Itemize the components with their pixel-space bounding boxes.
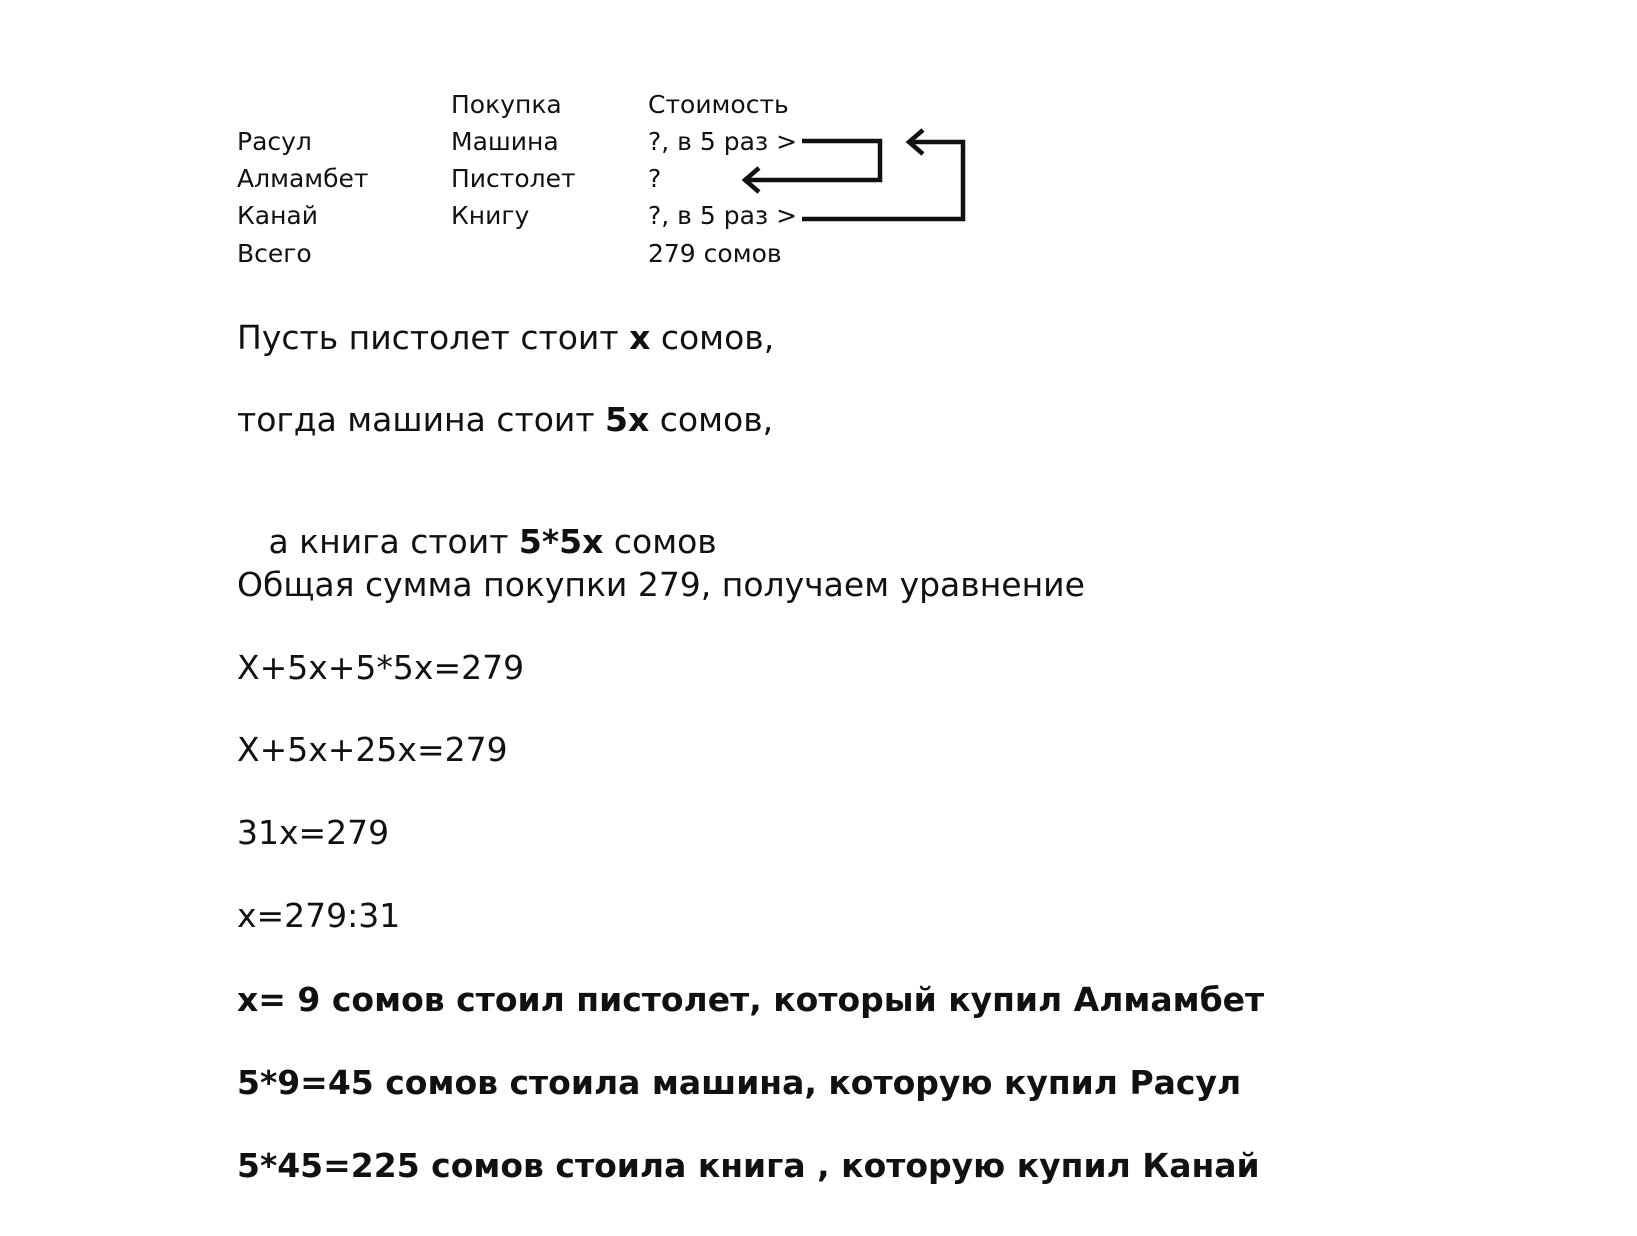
row-item-book: Книгу xyxy=(451,201,530,230)
row-cost-car: ?, в 5 раз > xyxy=(648,127,798,156)
line-3-pre: а книга стоит xyxy=(257,522,519,561)
solution-line-1 xyxy=(237,318,774,358)
solution-line-7: 31x=279 xyxy=(237,813,390,852)
row-cost-total: 279 сомов xyxy=(648,239,782,268)
line-3-post: сомов xyxy=(603,522,717,561)
arrow-head-car xyxy=(909,130,923,154)
answer-line-car: 5*9=45 сомов стоила машина, которую купил Расул xyxy=(237,1063,1242,1102)
row-name-almambet: Алмамбет xyxy=(237,164,369,193)
line-2-post: сомов, xyxy=(649,400,774,439)
row-cost-pistol: ? xyxy=(648,164,662,193)
arrow-book-to-car xyxy=(802,142,963,219)
answer-line-pistol: x= 9 сомов стоил пистолет, который купил Алмамбет xyxy=(237,980,1265,1019)
row-item-pistol: Пистолет xyxy=(451,164,576,193)
row-name-total: Всего xyxy=(237,239,312,268)
solution-line-6: X+5x+25x=279 xyxy=(237,730,508,769)
col-header-item: Покупка xyxy=(451,90,562,119)
row-item-car: Машина xyxy=(451,127,559,156)
row-cost-book: ?, в 5 раз > xyxy=(648,201,798,230)
solution-line-2 xyxy=(237,400,773,440)
line-1-pre: Пусть пистолет стоит xyxy=(237,318,630,357)
row-name-kanai: Канай xyxy=(237,201,318,230)
solution-line-4: Общая сумма покупки 279, получаем уравнение xyxy=(237,565,1085,604)
line-2-bold: 5x xyxy=(605,400,650,439)
solution-line-5: X+5x+5*5x=279 xyxy=(237,648,525,687)
arrow-head-pistol xyxy=(745,168,759,192)
line-1-post: сомов, xyxy=(650,318,775,357)
line-3-bold: 5*5x xyxy=(518,522,604,561)
solution-line-3 xyxy=(237,482,717,562)
line-1-bold: x xyxy=(629,318,651,357)
solution-line-8: x=279:31 xyxy=(237,896,401,935)
line-2-pre: тогда машина стоит xyxy=(237,400,606,439)
col-header-cost: Стоимость xyxy=(648,90,789,119)
answer-line-book: 5*45=225 сомов стоила книга , которую купил Канай xyxy=(237,1146,1260,1185)
row-name-rasul: Расул xyxy=(237,127,312,156)
